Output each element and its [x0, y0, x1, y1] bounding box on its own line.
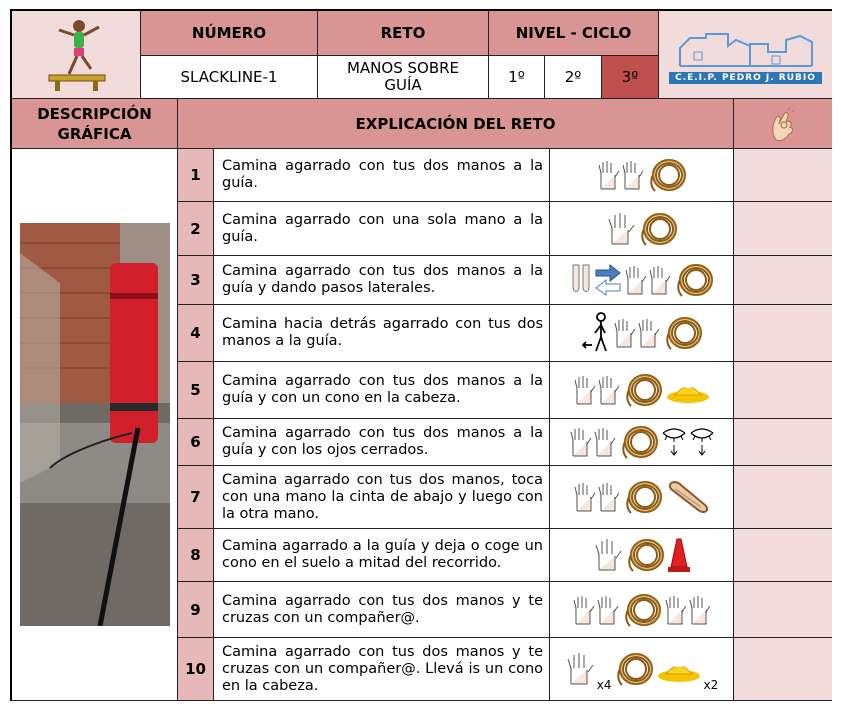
row-number: 9	[178, 582, 214, 638]
row-pictograms	[550, 202, 734, 256]
row-description-text: Camina agarrado con tus dos manos a la guía y con los ojos cerrados.	[222, 425, 543, 458]
row-description	[214, 202, 550, 256]
row-pictograms	[550, 529, 734, 582]
two-hands-icon	[597, 159, 645, 191]
row-description	[214, 529, 550, 582]
row-description-text: Camina agarrado con tus dos manos a la guía y con un cono en la cabeza.	[222, 373, 543, 406]
rope-coil-icon	[623, 372, 663, 408]
rope-coil-icon	[619, 424, 659, 460]
row-description	[214, 256, 550, 305]
row-description	[214, 419, 550, 466]
row-number: 1	[178, 149, 214, 202]
two-hands-icon	[613, 317, 661, 349]
row-description-text: Camina agarrado con tus dos manos a la guía y dando pasos laterales.	[222, 263, 543, 296]
ok-hand-header	[734, 99, 832, 149]
lateral-arrows-icon	[594, 264, 622, 296]
row-pictograms	[550, 419, 734, 466]
row-check-box[interactable]	[734, 466, 832, 529]
row-check-box[interactable]	[734, 419, 832, 466]
two-hands-icon	[573, 374, 621, 406]
explicacion-reto-header: EXPLICACIÓN DEL RETO	[178, 99, 734, 149]
numero-value: SLACKLINE-1	[141, 56, 318, 99]
closed-eye-icon	[661, 427, 687, 457]
closed-eye-icon	[689, 427, 715, 457]
rope-coil-icon	[623, 479, 663, 515]
row-check-box[interactable]	[734, 638, 832, 701]
two-hands-icon	[569, 426, 617, 458]
row-description-text: Camina agarrado con tus dos manos y te cruzas con un compañer@.	[222, 592, 543, 626]
cone-hat-icon	[665, 375, 711, 405]
rope-coil-icon	[625, 537, 665, 573]
reto-header: RETO	[318, 11, 489, 56]
row-description	[214, 638, 550, 701]
rope-coil-icon	[614, 651, 654, 687]
walking-backwards-icon	[581, 311, 611, 355]
row-check-box[interactable]	[734, 256, 832, 305]
row-pictograms	[550, 362, 734, 419]
school-logo	[659, 11, 832, 99]
row-check-box[interactable]	[734, 529, 832, 582]
rope-coil-icon	[647, 157, 687, 193]
row-description-text: Camina agarrado con una sola mano a la guía.	[222, 211, 543, 245]
level-3-selected: 3º	[602, 56, 659, 99]
row-pictograms	[550, 466, 734, 529]
slackline-photo	[20, 223, 170, 626]
descripcion-grafica-header: DESCRIPCIÓN GRÁFICA	[12, 99, 178, 149]
two-hands-icon	[572, 594, 620, 626]
two-hands-icon	[573, 481, 621, 513]
row-description	[214, 466, 550, 529]
level-1: 1º	[489, 56, 545, 99]
row-number: 3	[178, 256, 214, 305]
row-description	[214, 362, 550, 419]
school-building-icon	[676, 26, 816, 70]
rope-coil-icon	[638, 211, 678, 247]
reto-value: MANOS SOBRE GUÍA	[318, 56, 489, 99]
row-description	[214, 305, 550, 362]
row-description-text: Camina agarrado con tus dos manos, toca con una mano la cinta de abajo y luego con la otra mano.	[222, 471, 543, 522]
row-description-text: Camina agarrado con tus dos manos a la guía.	[222, 158, 543, 191]
row-pictograms	[550, 582, 734, 638]
row-pictograms	[550, 256, 734, 305]
row-pictograms	[550, 638, 734, 701]
two-hands-icon	[624, 264, 672, 296]
cone-hat-icon	[656, 654, 702, 684]
strap-icon	[665, 479, 711, 515]
row-check-box[interactable]	[734, 149, 832, 202]
level-2: 2º	[545, 56, 602, 99]
rope-coil-icon	[674, 262, 714, 298]
row-pictograms	[550, 305, 734, 362]
school-logo-text: C.E.I.P. PEDRO J. RUBIO	[669, 72, 822, 84]
row-number: 4	[178, 305, 214, 362]
row-number: 8	[178, 529, 214, 582]
one-hand-icon	[606, 212, 636, 246]
row-check-box[interactable]	[734, 305, 832, 362]
row-description-text: Camina hacia detrás agarrado con tus dos manos a la guía.	[222, 316, 543, 349]
one-hand-icon	[565, 652, 595, 686]
one-hand-icon	[593, 538, 623, 572]
rope-coil-icon	[622, 592, 662, 628]
row-description-text: Camina agarrado con tus dos manos y te cruzas con un compañer@. Llevá is un cono en la cabeza.	[222, 643, 543, 694]
row-check-box[interactable]	[734, 582, 832, 638]
row-number: 10	[178, 638, 214, 701]
feet-icon	[570, 263, 592, 297]
row-description-text: Camina agarrado a la guía y deja o coge un cono en el suelo a mitad del recorrido.	[222, 538, 543, 571]
descripcion-grafica-photo-cell	[12, 149, 178, 701]
traffic-cone-icon	[667, 537, 691, 573]
ok-hand-icon	[768, 106, 798, 142]
count-label: x4	[596, 678, 612, 692]
nivel-ciclo-header: NIVEL - CICLO	[489, 11, 659, 56]
row-description	[214, 582, 550, 638]
row-description	[214, 149, 550, 202]
balance-girl-illustration	[12, 11, 141, 99]
count-label: x2	[703, 678, 719, 692]
row-number: 2	[178, 202, 214, 256]
row-number: 6	[178, 419, 214, 466]
row-number: 5	[178, 362, 214, 419]
row-pictograms	[550, 149, 734, 202]
row-number: 7	[178, 466, 214, 529]
row-check-box[interactable]	[734, 202, 832, 256]
two-hands-icon	[664, 594, 712, 626]
rope-coil-icon	[663, 315, 703, 351]
challenge-card	[10, 9, 832, 701]
row-check-box[interactable]	[734, 362, 832, 419]
numero-header: NÚMERO	[141, 11, 318, 56]
